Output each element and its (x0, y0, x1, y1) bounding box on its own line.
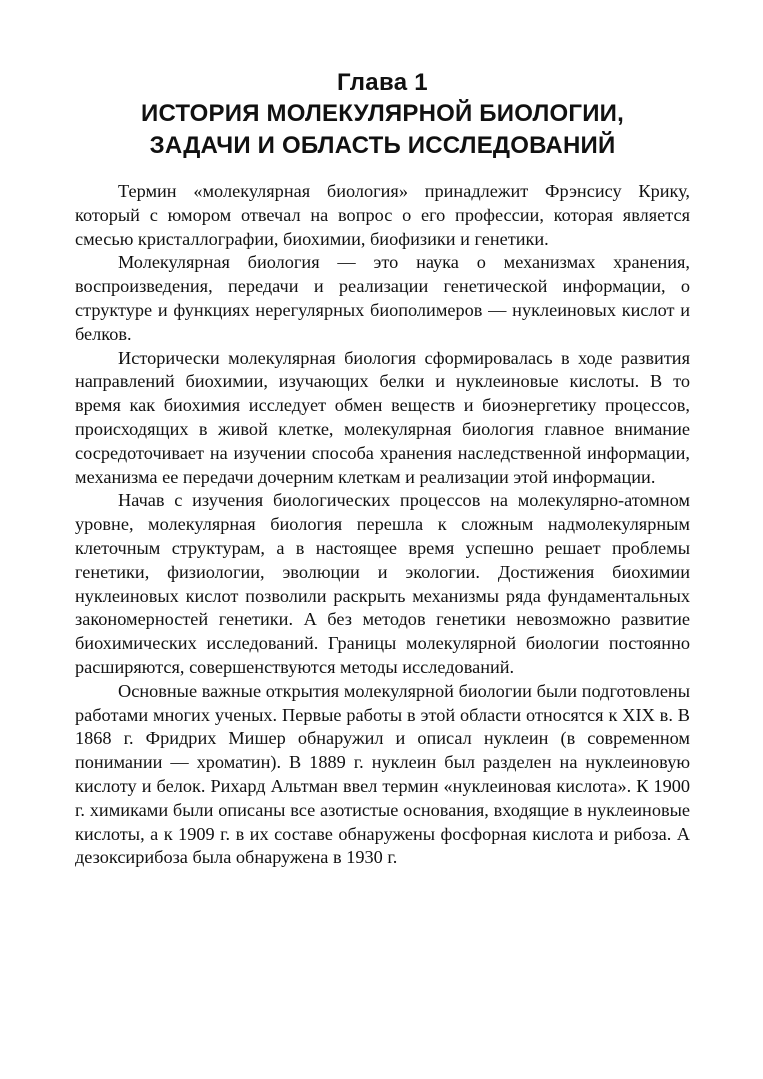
chapter-body (75, 180, 690, 870)
paragraph-1: Термин «молекулярная биология» принадлежит Фрэнсису Крику, который с юмором отвечал на вопрос о его профессии, которая является смесью кристаллографии, биохимии, биофизики и генетики. (75, 181, 690, 249)
book-page (75, 68, 690, 870)
chapter-title (75, 98, 690, 162)
paragraph-4: Начав с изучения биологических процессов на молекулярно-атомном уровне, молекулярная биология перешла к сложным надмолекулярным клеточным структурам, а в настоящее время успешно решает проблемы генетики, физиологии, эволюции и экологии. Достижения биохимии нуклеиновых кислот позволили раскрыть механизмы ряда фундаментальных закономерностей генетики. А без методов генетики невозможно развитие биохимических исследований. Границы молекулярной биологии постоянно расширяются, совершенствуются методы исследований. (75, 490, 690, 677)
chapter-title-line-2: ЗАДАЧИ И ОБЛАСТЬ ИССЛЕДОВАНИЙ (149, 132, 616, 159)
chapter-title-line-1: ИСТОРИЯ МОЛЕКУЛЯРНОЙ БИОЛОГИИ, (141, 100, 624, 127)
paragraph-5: Основные важные открытия молекулярной биологии были подготовлены работами многих ученых. Первые работы в этой области относятся к XIX в. В 1868 г. Фридрих Мишер обнаружил и описал нуклеин (в современном понимании — хроматин). В 1889 г. нуклеин был разделен на нуклеиновую кислоту и белок. Рихард Альтман ввел термин «нуклеиновая кислота». К 1900 г. химиками были описаны все азотистые основания, входящие в нуклеиновые кислоты, а к 1909 г. в их составе обнаружены фосфорная кислота и рибоза. А дезоксирибоза была обнаружена в 1930 г. (75, 680, 690, 868)
paragraph-2: Молекулярная биология — это наука о механизмах хранения, воспроизведения, передачи и реализации генетической информации, о структуре и функциях нерегулярных биополимеров — нуклеиновых кислот и белков. (75, 252, 690, 344)
chapter-header (75, 68, 690, 162)
paragraph-3: Исторически молекулярная биология сформировалась в ходе развития направлений биохимии, изучающих белки и нуклеиновые кислоты. В то время как биохимия исследует обмен веществ и биоэнергетику процессов, происходящих в живой клетке, молекулярная биология главное внимание сосредоточивает на изучении способа хранения наследственной информации, механизма ее передачи дочерним клеткам и реализации этой информации. (75, 347, 690, 487)
chapter-number: Глава 1 (337, 69, 428, 96)
